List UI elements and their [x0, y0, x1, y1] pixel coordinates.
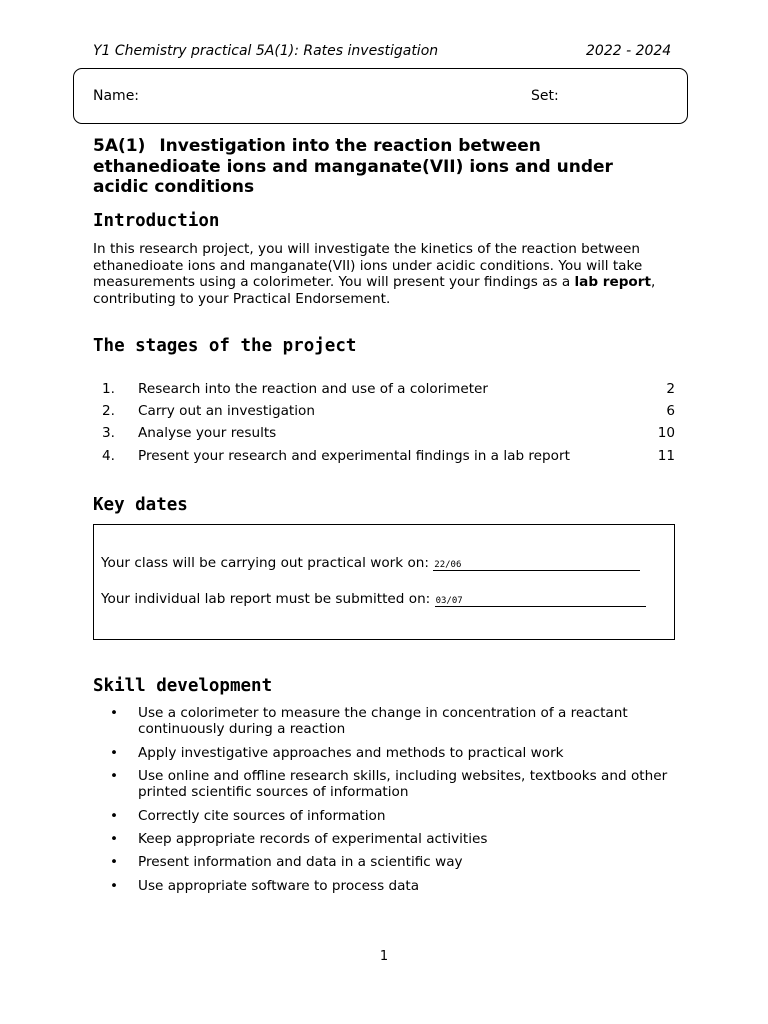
intro-bold-lab-report: lab report: [574, 274, 651, 290]
introduction-text: [93, 241, 683, 307]
intro-text-part-1: In this research project, you will investigate the kinetics of the reaction between ethanedioate ions and manganate(VII) ions under acidic conditions. You will take measurements using a colorimeter. You will present your findings as a: [93, 241, 643, 290]
stage-item: [93, 381, 675, 403]
skill-text: Correctly cite sources of information: [138, 807, 386, 824]
page-number: 1: [379, 949, 389, 964]
bullet-icon: •: [110, 744, 119, 761]
stage-number: 3.: [102, 425, 115, 442]
stages-heading: The stages of the project: [93, 336, 357, 356]
stage-page: 10: [657, 425, 675, 442]
list-item: [93, 705, 673, 737]
stage-item: [93, 425, 675, 447]
stage-text: Analyse your results: [138, 425, 277, 442]
page-title: [93, 136, 693, 198]
set-label: Set:: [531, 88, 559, 104]
key-dates-box: [93, 524, 675, 640]
title-line-2: ethanedioate ions and manganate(VII) ions and under: [93, 156, 613, 177]
bullet-icon: •: [110, 830, 119, 847]
bullet-icon: •: [110, 877, 119, 894]
stage-text: Carry out an investigation: [138, 403, 315, 420]
list-item: [93, 878, 673, 894]
list-item: [93, 768, 673, 800]
name-label: Name:: [93, 88, 140, 104]
skill-text: Apply investigative approaches and methods to practical work: [138, 744, 564, 761]
title-line-1: Investigation into the reaction between: [159, 136, 541, 156]
title-line-3: acidic conditions: [93, 177, 255, 197]
stage-page: 6: [666, 403, 675, 420]
stage-number: 4.: [102, 447, 115, 464]
key-dates-heading: Key dates: [93, 495, 188, 515]
header-years: 2022 - 2024: [586, 43, 672, 59]
list-item: [93, 854, 673, 870]
practical-date-label: Your class will be carrying out practical work on:: [101, 555, 429, 571]
stage-page: 11: [657, 447, 675, 464]
report-date-line: [101, 591, 646, 607]
practical-number: 5A(1): [93, 136, 146, 156]
bullet-icon: •: [110, 767, 119, 784]
bullet-icon: •: [110, 705, 119, 721]
skills-heading: Skill development: [93, 676, 273, 696]
skill-text: Keep appropriate records of experimental activities: [138, 830, 488, 847]
practical-date-line: [101, 555, 640, 571]
skills-list: [93, 705, 673, 901]
name-set-box: [73, 68, 688, 124]
stage-item: [93, 448, 675, 470]
skill-text: Use online and offline research skills, including websites, textbooks and other printed scientific sources of information: [138, 767, 668, 801]
stage-item: [93, 403, 675, 425]
stage-text: Research into the reaction and use of a colorimeter: [138, 381, 488, 397]
report-date-field[interactable]: 03/07: [435, 596, 646, 607]
list-item: [93, 745, 673, 761]
list-item: [93, 808, 673, 824]
report-date-label: Your individual lab report must be submitted on:: [101, 591, 431, 607]
skill-text: Use appropriate software to process data: [138, 877, 420, 894]
list-item: [93, 831, 673, 847]
stage-page: 2: [666, 381, 675, 397]
skill-text: Use a colorimeter to measure the change in concentration of a reactant continuously during a reaction: [138, 705, 628, 738]
stage-text: Present your research and experimental findings in a lab report: [138, 447, 570, 464]
bullet-icon: •: [110, 854, 119, 871]
stage-number: 1.: [102, 381, 115, 397]
skill-text: Present information and data in a scientific way: [138, 854, 463, 871]
header-course-title: Y1 Chemistry practical 5A(1): Rates investigation: [93, 43, 439, 59]
stages-list: [93, 381, 675, 470]
stage-number: 2.: [102, 403, 115, 420]
practical-date-field[interactable]: 22/06: [433, 560, 640, 571]
intro-text-part-2: , contributing to your Practical Endorsement.: [93, 274, 656, 307]
bullet-icon: •: [110, 807, 119, 824]
introduction-heading: Introduction: [93, 211, 220, 231]
